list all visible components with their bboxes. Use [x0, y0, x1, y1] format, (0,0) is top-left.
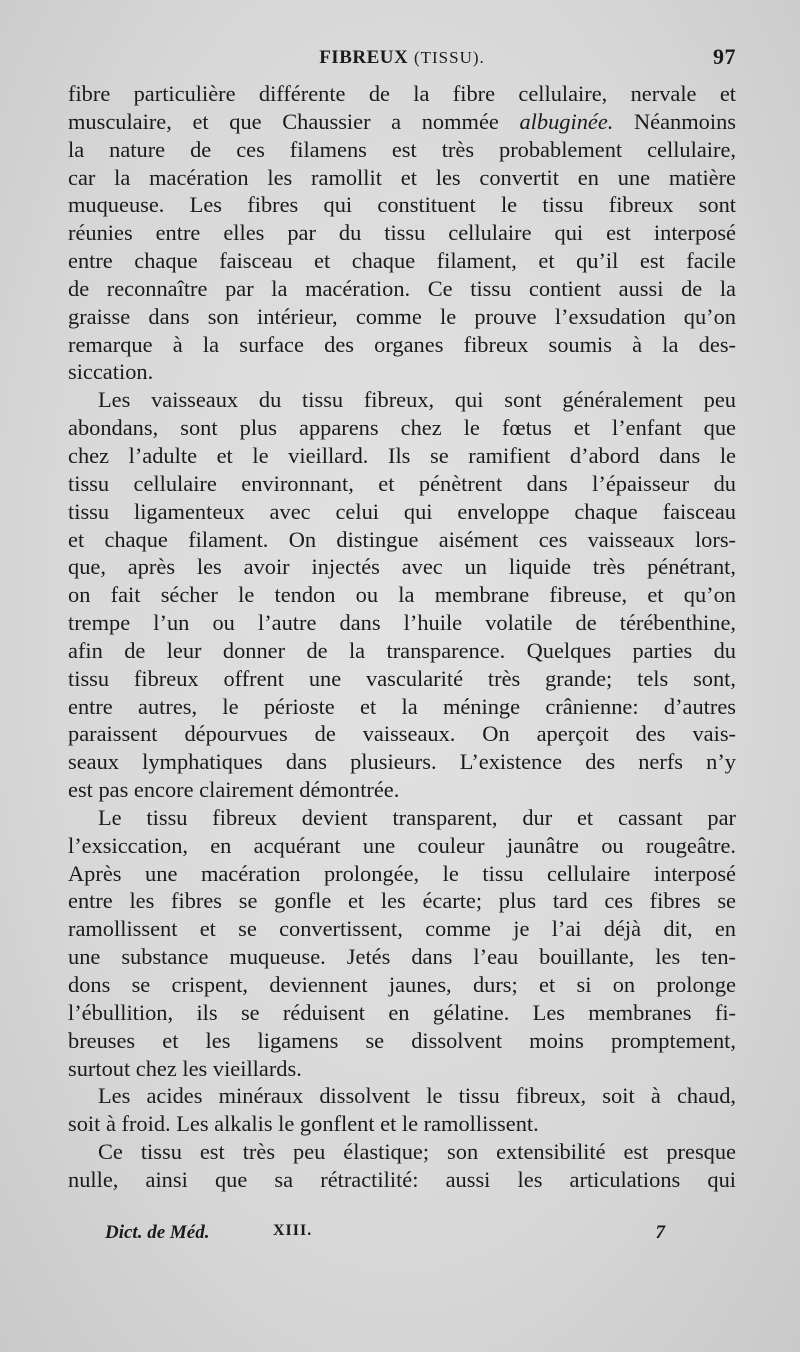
text-line: soit à froid. Les alkalis le gonflent et le ramollissent.	[68, 1111, 539, 1137]
text-line: Les acides minéraux dissolvent le tissu fibreux, soit à chaud,	[98, 1083, 736, 1109]
sheet-number: 7	[655, 1222, 665, 1243]
text-line: afin de leur donner de la transparence. Quelques parties du	[68, 637, 736, 663]
text-line: entre les fibres se gonfle et les écarte; plus tard ces fibres se	[68, 888, 736, 914]
running-head	[68, 44, 736, 74]
running-title-main: FIBREUX	[319, 47, 409, 68]
text-line: car la macération les ramollit et les convertit en une matière	[68, 164, 736, 190]
running-title-paren: (TISSU).	[413, 48, 485, 67]
text-line: graisse dans son intérieur, comme le prouve l’exsudation qu’on	[68, 303, 736, 329]
text-line: abondans, sont plus apparens chez le fœtus et l’enfant que	[68, 415, 736, 441]
text-line: tissu ligamenteux avec celui qui enveloppe chaque faisceau	[68, 498, 736, 524]
text-line: surtout chez les vieillards.	[68, 1055, 302, 1081]
text-line: Le tissu fibreux devient transparent, dur et cassant par	[98, 804, 736, 830]
text-line: une substance muqueuse. Jetés dans l’eau bouillante, les ten-	[68, 944, 736, 970]
signature-mark: Dict. de Méd.	[105, 1222, 210, 1243]
text-line: trempe l’un ou l’autre dans l’huile volatile de térébenthine,	[68, 610, 736, 636]
text-line: nulle, ainsi que sa rétractilité: aussi les articulations qui	[68, 1166, 736, 1192]
text-line: de reconnaître par la macération. Ce tissu contient aussi de la	[68, 275, 736, 301]
text-line: entre chaque faisceau et chaque filament, et qu’il est facile	[68, 248, 736, 274]
text-line: Après une macération prolongée, le tissu cellulaire interposé	[68, 860, 736, 886]
italic-term: albuginée.	[519, 108, 614, 134]
text-line: seaux lymphatiques dans plusieurs. L’existence des nerfs n’y	[68, 749, 736, 775]
text-line: la nature de ces filamens est très probablement cellulaire,	[68, 136, 736, 162]
text-line: tissu cellulaire environnant, et pénètrent dans l’épaisseur du	[68, 470, 736, 496]
text-line: dons se crispent, deviennent jaunes, durs; et si on prolonge	[68, 972, 736, 997]
text-line: paraissent dépourvues de vaisseaux. On aperçoit des vais-	[68, 721, 736, 747]
text-line: breuses et les ligamens se dissolvent moins promptement,	[68, 1027, 736, 1053]
page-number: 97	[713, 44, 736, 69]
text-line: musculaire, et que Chaussier a nommée albuginée. Néanmoins	[68, 108, 736, 134]
text-line: fibre particulière différente de la fibre cellulaire, nervale et	[68, 81, 736, 106]
text-line: siccation.	[68, 359, 154, 385]
volume-number: XIII.	[273, 1222, 313, 1239]
text-line: l’ébullition, ils se réduisent en gélatine. Les membranes fi-	[68, 999, 736, 1025]
text-line: entre autres, le périoste et la méninge crânienne: d’autres	[68, 693, 736, 719]
text-line: que, après les avoir injectés avec un liquide très pénétrant,	[68, 554, 736, 580]
text-line: Ce tissu est très peu élastique; son extensibilité est presque	[98, 1139, 736, 1165]
page-footer	[105, 1222, 665, 1250]
text-line: on fait sécher le tendon ou la membrane fibreuse, et qu’on	[68, 582, 736, 608]
text-line: chez l’adulte et le vieillard. Ils se ramifient d’abord dans le	[68, 442, 736, 468]
text-line: tissu fibreux offrent une vascularité très grande; tels sont,	[68, 665, 736, 691]
running-title	[68, 44, 736, 69]
text-line: est pas encore clairement démontrée.	[68, 777, 400, 803]
text-line: et chaque filament. On distingue aisément ces vaisseaux lors-	[68, 526, 736, 552]
text-line: Les vaisseaux du tissu fibreux, qui sont généralement peu	[98, 387, 736, 413]
text-line: réunies entre elles par du tissu cellulaire qui est interposé	[68, 220, 736, 246]
text-line: remarque à la surface des organes fibreux soumis à la des-	[68, 331, 736, 357]
text-line: ramollissent et se convertissent, comme je l’ai déjà dit, en	[68, 916, 736, 942]
text-line: muqueuse. Les fibres qui constituent le tissu fibreux sont	[68, 192, 736, 218]
text-line: l’exsiccation, en acquérant une couleur jaunâtre ou rougeâtre.	[68, 832, 736, 858]
body-text	[68, 80, 736, 1194]
